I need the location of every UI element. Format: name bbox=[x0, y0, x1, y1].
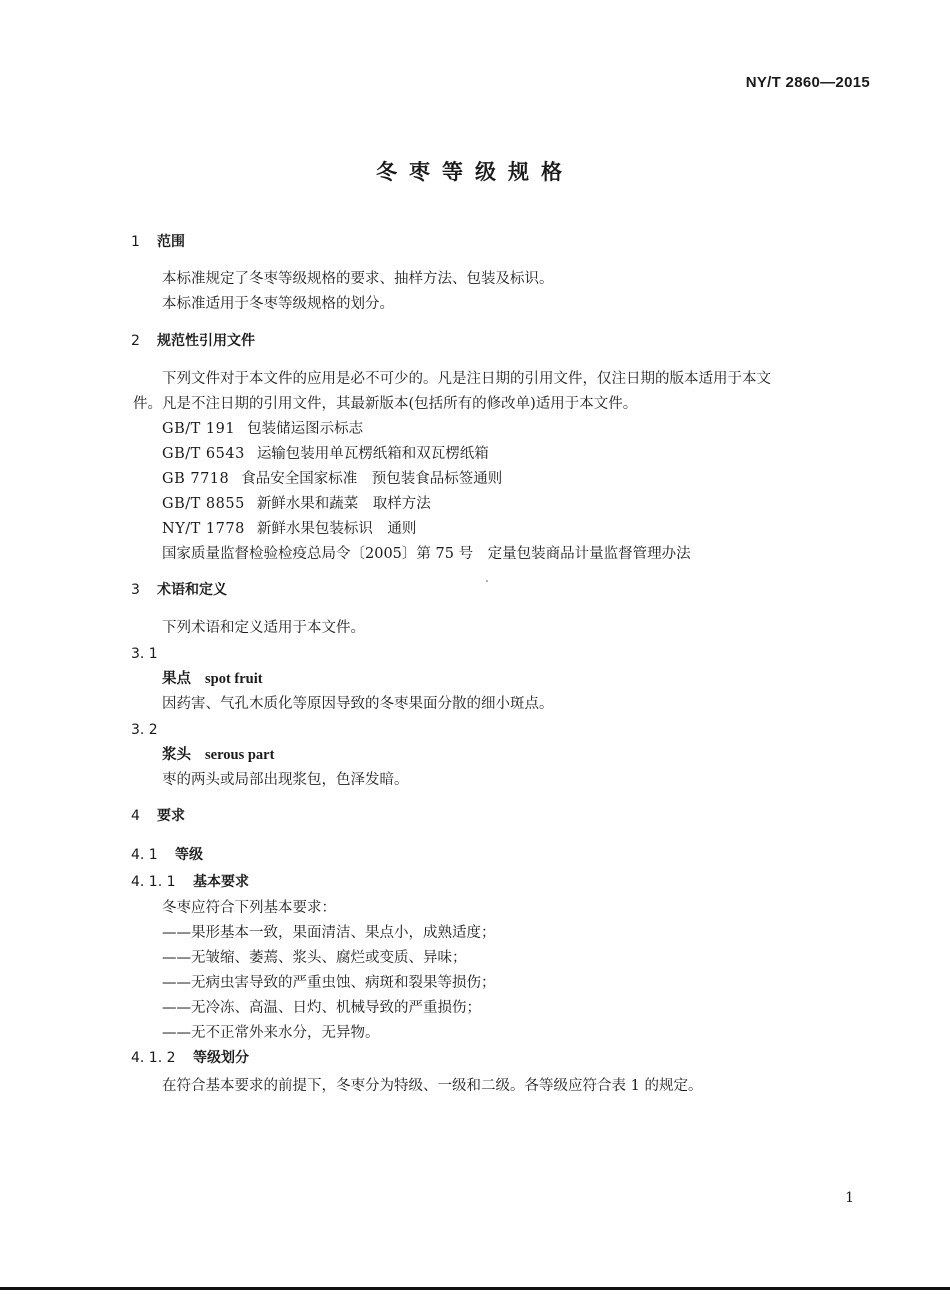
document-title: 冬枣等级规格 bbox=[376, 160, 574, 184]
section-2-heading bbox=[131, 331, 255, 351]
reference-code: GB/T 6543 bbox=[162, 446, 245, 462]
standard-code: NY/T 2860—2015 bbox=[745, 74, 870, 91]
subsection-title: 等级 bbox=[175, 847, 203, 863]
section-1-heading bbox=[131, 232, 185, 252]
scan-edge-line bbox=[0, 1287, 950, 1290]
reference-title: 运输包装用单瓦楞纸箱和双瓦楞纸箱 bbox=[256, 446, 489, 462]
term-chinese: 浆头 bbox=[162, 747, 191, 763]
section-number: 2 bbox=[131, 333, 140, 349]
section-3-heading bbox=[131, 580, 227, 600]
reference-code: GB 7718 bbox=[162, 471, 230, 487]
list-item: ——无皱缩、萎蔫、浆头、腐烂或变质、异味； bbox=[162, 950, 467, 966]
subsection-number: 4. 1. 2 bbox=[131, 1050, 176, 1066]
paragraph-line: 下列文件对于本文件的应用是必不可少的。凡是注日期的引用文件，仅注日期的版本适用于本文 bbox=[162, 371, 771, 387]
section-4-heading bbox=[131, 806, 185, 826]
term-definition: 因药害、气孔木质化等原因导致的冬枣果面分散的细小斑点。 bbox=[162, 696, 554, 712]
paragraph: 本标准适用于冬枣等级规格的划分。 bbox=[162, 296, 394, 312]
page-number: 1 bbox=[845, 1190, 854, 1206]
subsection-heading bbox=[131, 1048, 249, 1068]
subsection-title: 基本要求 bbox=[193, 874, 249, 890]
term-entry bbox=[162, 669, 263, 689]
paragraph: 下列术语和定义适用于本文件。 bbox=[162, 620, 365, 636]
list-item: ——无病虫害导致的严重虫蚀、病斑和裂果等损伤； bbox=[162, 975, 496, 991]
reference-item bbox=[162, 494, 431, 514]
term-chinese: 果点 bbox=[162, 671, 191, 687]
reference-item bbox=[162, 444, 489, 464]
reference-title: 包装储运图示标志 bbox=[247, 421, 364, 437]
list-item: ——无不正常外来水分，无异物。 bbox=[162, 1025, 380, 1041]
scan-speck bbox=[486, 580, 488, 582]
list-item: ——果形基本一致，果面清洁、果点小，成熟适度； bbox=[162, 925, 496, 941]
paragraph: 本标准规定了冬枣等级规格的要求、抽样方法、包装及标识。 bbox=[162, 271, 554, 287]
reference-item: 国家质量监督检验检疫总局令〔2005〕第 75 号 定量包装商品计量监督管理办法 bbox=[162, 546, 691, 562]
reference-code: GB/T 8855 bbox=[162, 496, 245, 512]
paragraph-line: 件。凡是不注日期的引用文件，其最新版本(包括所有的修改单)适用于本文件。 bbox=[133, 396, 638, 412]
section-title: 要求 bbox=[157, 808, 185, 824]
reference-title: 食品安全国家标准 预包装食品标签通则 bbox=[241, 471, 503, 487]
subsection-heading bbox=[131, 872, 249, 892]
reference-title: 新鲜水果和蔬菜 取样方法 bbox=[256, 496, 431, 512]
reference-item bbox=[162, 419, 363, 439]
term-definition: 枣的两头或局部出现浆包，色泽发暗。 bbox=[162, 772, 409, 788]
section-number: 3 bbox=[131, 582, 140, 598]
section-title: 范围 bbox=[157, 234, 185, 250]
paragraph: 冬枣应符合下列基本要求： bbox=[162, 900, 336, 916]
list-item: ——无冷冻、高温、日灼、机械导致的严重损伤； bbox=[162, 1000, 481, 1016]
section-number: 4 bbox=[131, 808, 140, 824]
term-english: serous part bbox=[205, 747, 275, 763]
reference-code: NY/T 1778 bbox=[162, 521, 245, 537]
reference-code: GB/T 191 bbox=[162, 421, 236, 437]
term-entry bbox=[162, 745, 274, 765]
section-title: 规范性引用文件 bbox=[157, 333, 255, 349]
paragraph: 在符合基本要求的前提下，冬枣分为特级、一级和二级。各等级应符合表 1 的规定。 bbox=[162, 1078, 703, 1094]
section-number: 1 bbox=[131, 234, 140, 250]
clause-number: 3. 2 bbox=[131, 722, 158, 738]
reference-item bbox=[162, 519, 416, 539]
clause-number: 3. 1 bbox=[131, 646, 158, 662]
reference-item bbox=[162, 469, 502, 489]
subsection-number: 4. 1 bbox=[131, 847, 158, 863]
term-english: spot fruit bbox=[205, 671, 263, 687]
reference-title: 新鲜水果包装标识 通则 bbox=[256, 521, 417, 537]
section-title: 术语和定义 bbox=[157, 582, 227, 598]
subsection-title: 等级划分 bbox=[193, 1050, 249, 1066]
subsection-number: 4. 1. 1 bbox=[131, 874, 176, 890]
subsection-heading bbox=[131, 845, 203, 865]
